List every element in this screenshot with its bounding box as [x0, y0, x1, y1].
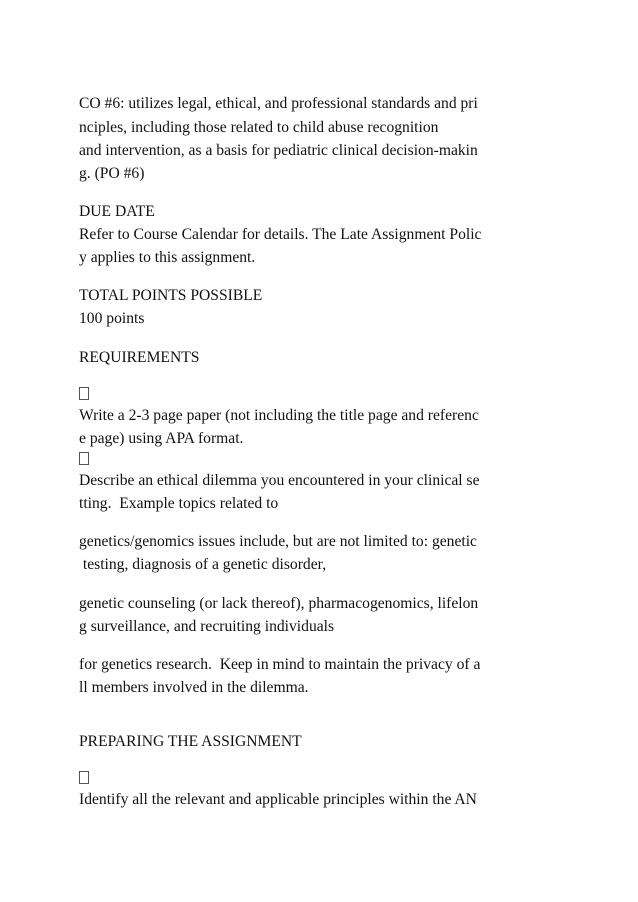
text-line: and intervention, as a basis for pediatric clinical decision-makin	[79, 142, 478, 159]
text-line: for genetics research. Keep in mind to maintain the privacy of a	[79, 656, 481, 673]
heading-preparing-assignment: PREPARING THE ASSIGNMENT	[79, 733, 302, 750]
text-line: tting. Example topics related to	[79, 495, 279, 512]
text-line: e page) using APA format.	[79, 430, 244, 447]
missing-glyph-box-icon	[79, 387, 89, 400]
text-line: Identify all the relevant and applicable principles within the AN	[79, 791, 477, 808]
text-line: Refer to Course Calendar for details. The Late Assignment Polic	[79, 226, 482, 243]
text-line: g. (PO #6)	[79, 165, 145, 182]
text-line: ll members involved in the dilemma.	[79, 679, 309, 696]
missing-glyph-box-icon	[79, 452, 89, 465]
text-line: nciples, including those related to child abuse recognition	[79, 119, 439, 136]
text-line: testing, diagnosis of a genetic disorder,	[79, 556, 327, 573]
missing-glyph-box-icon	[79, 771, 89, 784]
text-line: CO #6: utilizes legal, ethical, and professional standards and pri	[79, 95, 478, 112]
heading-requirements: REQUIREMENTS	[79, 349, 200, 366]
text-line: y applies to this assignment.	[79, 249, 256, 266]
text-line: genetic counseling (or lack thereof), pharmacogenomics, lifelon	[79, 595, 479, 612]
text-line: Describe an ethical dilemma you encountered in your clinical se	[79, 472, 480, 489]
heading-due-date: DUE DATE	[79, 203, 155, 220]
text-line: genetics/genomics issues include, but are not limited to: genetic	[79, 533, 477, 550]
text-line: 100 points	[79, 310, 145, 327]
heading-total-points: TOTAL POINTS POSSIBLE	[79, 287, 263, 304]
text-line: g surveillance, and recruiting individuals	[79, 618, 335, 635]
text-line: Write a 2-3 page paper (not including the title page and referenc	[79, 407, 479, 424]
